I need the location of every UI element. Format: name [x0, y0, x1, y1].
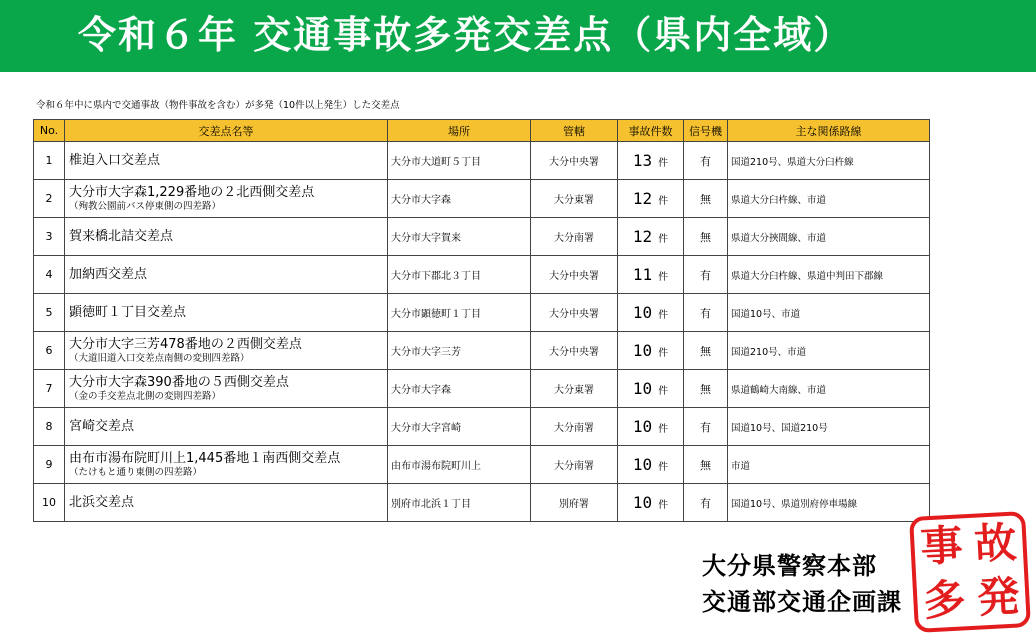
table-row — [34, 218, 930, 256]
accident-count: 10 — [632, 417, 653, 436]
accident-count: 10 — [632, 341, 653, 360]
header-jurisdiction: 管轄 — [531, 120, 618, 142]
row-number: 6 — [34, 332, 65, 370]
main-roads-cell: 県道大分臼杵線、県道中判田下郡線 — [728, 256, 930, 294]
location-cell: 大分市大道町５丁目 — [388, 142, 531, 180]
count-unit: 件 — [658, 158, 669, 169]
count-unit: 件 — [658, 500, 669, 511]
jurisdiction-cell: 大分東署 — [531, 370, 618, 408]
table-row — [34, 446, 930, 484]
intersection-name: 大分市大字森1,229番地の２北西側交差点 — [69, 184, 315, 200]
accident-count-cell — [618, 446, 684, 484]
intersection-name-cell — [65, 370, 388, 408]
main-roads-cell: 国道10号、国道210号 — [728, 408, 930, 446]
accident-count-cell — [618, 142, 684, 180]
header-intersection-name: 交差点名等 — [65, 120, 388, 142]
location-cell: 大分市大字森 — [388, 180, 531, 218]
location-cell: 大分市大字森 — [388, 370, 531, 408]
table-row — [34, 294, 930, 332]
intersection-name-cell — [65, 294, 388, 332]
count-unit: 件 — [658, 310, 669, 321]
main-roads-cell: 市道 — [728, 446, 930, 484]
count-unit: 件 — [658, 462, 669, 473]
page-title: 令和６年 交通事故多発交差点（県内全域） — [78, 13, 854, 57]
accident-count: 11 — [632, 265, 653, 284]
title-banner — [0, 0, 1036, 72]
main-roads-cell: 国道10号、市道 — [728, 294, 930, 332]
location-cell: 大分市大字三芳 — [388, 332, 531, 370]
main-roads-cell: 国道210号、市道 — [728, 332, 930, 370]
intersection-name-cell — [65, 180, 388, 218]
jurisdiction-cell: 大分東署 — [531, 180, 618, 218]
intersection-name: 北浜交差点 — [69, 494, 135, 510]
location-cell: 由布市湯布院町川上 — [388, 446, 531, 484]
intersection-table — [33, 119, 930, 522]
main-roads-cell: 県道大分挾間線、市道 — [728, 218, 930, 256]
stamp-char: 故 — [973, 517, 1018, 569]
location-cell: 大分市大字宮崎 — [388, 408, 531, 446]
header-accident-count: 事故件数 — [618, 120, 684, 142]
location-cell: 別府市北浜１丁目 — [388, 484, 531, 522]
table-header-row — [34, 120, 930, 142]
row-number: 4 — [34, 256, 65, 294]
table-row — [34, 484, 930, 522]
accident-count-cell — [618, 332, 684, 370]
intersection-note: （大道旧道入口交差点南側の変則四差路） — [69, 352, 250, 364]
table-row — [34, 256, 930, 294]
stamp-char: 多 — [922, 574, 967, 626]
jurisdiction-cell: 大分中央署 — [531, 332, 618, 370]
header-no: No. — [34, 120, 65, 142]
main-roads-cell: 国道10号、県道別府停車場線 — [728, 484, 930, 522]
accident-count: 10 — [632, 379, 653, 398]
intersection-name: 賀来橋北詰交差点 — [69, 228, 174, 244]
table-row — [34, 142, 930, 180]
intersection-name: 加納西交差点 — [69, 266, 148, 282]
count-unit: 件 — [658, 386, 669, 397]
intersection-name-cell — [65, 408, 388, 446]
jurisdiction-cell: 大分南署 — [531, 446, 618, 484]
main-roads-cell: 県道大分臼杵線、市道 — [728, 180, 930, 218]
intersection-name-cell — [65, 256, 388, 294]
traffic-signal-cell: 無 — [684, 446, 728, 484]
accident-count: 10 — [632, 455, 653, 474]
count-unit: 件 — [658, 424, 669, 435]
location-cell: 大分市顕徳町１丁目 — [388, 294, 531, 332]
traffic-signal-cell: 無 — [684, 218, 728, 256]
accident-count: 13 — [632, 151, 653, 170]
main-roads-cell: 県道鶴崎大南線、市道 — [728, 370, 930, 408]
intersection-note: （たけもと通り東側の四差路） — [69, 466, 203, 478]
count-unit: 件 — [658, 348, 669, 359]
row-number: 7 — [34, 370, 65, 408]
accident-count: 12 — [632, 189, 653, 208]
intersection-note: （金の手交差点北側の変則四差路） — [69, 390, 222, 402]
intersection-note: （殉教公園前バス停東側の四差路） — [69, 200, 222, 212]
row-number: 8 — [34, 408, 65, 446]
count-unit: 件 — [658, 234, 669, 245]
intersection-name-cell — [65, 446, 388, 484]
intersection-name: 宮崎交差点 — [69, 418, 135, 434]
accident-count: 12 — [632, 227, 653, 246]
traffic-signal-cell: 有 — [684, 484, 728, 522]
jurisdiction-cell: 大分中央署 — [531, 294, 618, 332]
traffic-signal-cell: 無 — [684, 180, 728, 218]
jurisdiction-cell: 大分中央署 — [531, 256, 618, 294]
accident-count-cell — [618, 370, 684, 408]
table-row — [34, 180, 930, 218]
location-cell: 大分市大字賀来 — [388, 218, 531, 256]
intersection-name: 椎迫入口交差点 — [69, 152, 161, 168]
stamp-char: 発 — [976, 571, 1021, 623]
accident-count-cell — [618, 218, 684, 256]
jurisdiction-cell: 大分中央署 — [531, 142, 618, 180]
row-number: 10 — [34, 484, 65, 522]
row-number: 1 — [34, 142, 65, 180]
header-traffic-signal: 信号機 — [684, 120, 728, 142]
row-number: 5 — [34, 294, 65, 332]
table-row — [34, 408, 930, 446]
table-row — [34, 370, 930, 408]
intersection-name-cell — [65, 332, 388, 370]
intersection-name-cell — [65, 484, 388, 522]
table-caption: 令和６年中に県内で交通事故（物件事故を含む）が多発（10件以上発生）した交差点 — [36, 100, 400, 111]
intersection-name: 顕徳町１丁目交差点 — [69, 304, 187, 320]
table-row — [34, 332, 930, 370]
traffic-signal-cell: 無 — [684, 370, 728, 408]
jurisdiction-cell: 大分南署 — [531, 218, 618, 256]
jiko-tahatsu-stamp — [909, 511, 1031, 633]
row-number: 2 — [34, 180, 65, 218]
accident-count: 10 — [632, 493, 653, 512]
intersection-name: 大分市大字森390番地の５西側交差点 — [69, 374, 289, 390]
count-unit: 件 — [658, 196, 669, 207]
accident-count-cell — [618, 180, 684, 218]
accident-count-cell — [618, 256, 684, 294]
main-roads-cell: 国道210号、県道大分臼杵線 — [728, 142, 930, 180]
intersection-name-cell — [65, 142, 388, 180]
row-number: 9 — [34, 446, 65, 484]
intersection-name-cell — [65, 218, 388, 256]
accident-count-cell — [618, 408, 684, 446]
intersection-name: 由布市湯布院町川上1,445番地１南西側交差点 — [69, 450, 341, 466]
traffic-signal-cell: 有 — [684, 142, 728, 180]
jurisdiction-cell: 別府署 — [531, 484, 618, 522]
organization-line-1: 大分県警察本部 — [702, 552, 877, 580]
stamp-char: 事 — [919, 520, 964, 572]
intersection-name: 大分市大字三芳478番地の２西側交差点 — [69, 336, 302, 352]
header-main-roads: 主な関係路線 — [728, 120, 930, 142]
traffic-signal-cell: 有 — [684, 408, 728, 446]
organization-line-2: 交通部交通企画課 — [702, 588, 902, 616]
accident-count: 10 — [632, 303, 653, 322]
jurisdiction-cell: 大分南署 — [531, 408, 618, 446]
traffic-signal-cell: 有 — [684, 256, 728, 294]
location-cell: 大分市下郡北３丁目 — [388, 256, 531, 294]
row-number: 3 — [34, 218, 65, 256]
count-unit: 件 — [658, 272, 669, 283]
accident-count-cell — [618, 484, 684, 522]
traffic-signal-cell: 有 — [684, 294, 728, 332]
traffic-signal-cell: 無 — [684, 332, 728, 370]
accident-count-cell — [618, 294, 684, 332]
header-location: 場所 — [388, 120, 531, 142]
organization-name — [702, 548, 902, 620]
